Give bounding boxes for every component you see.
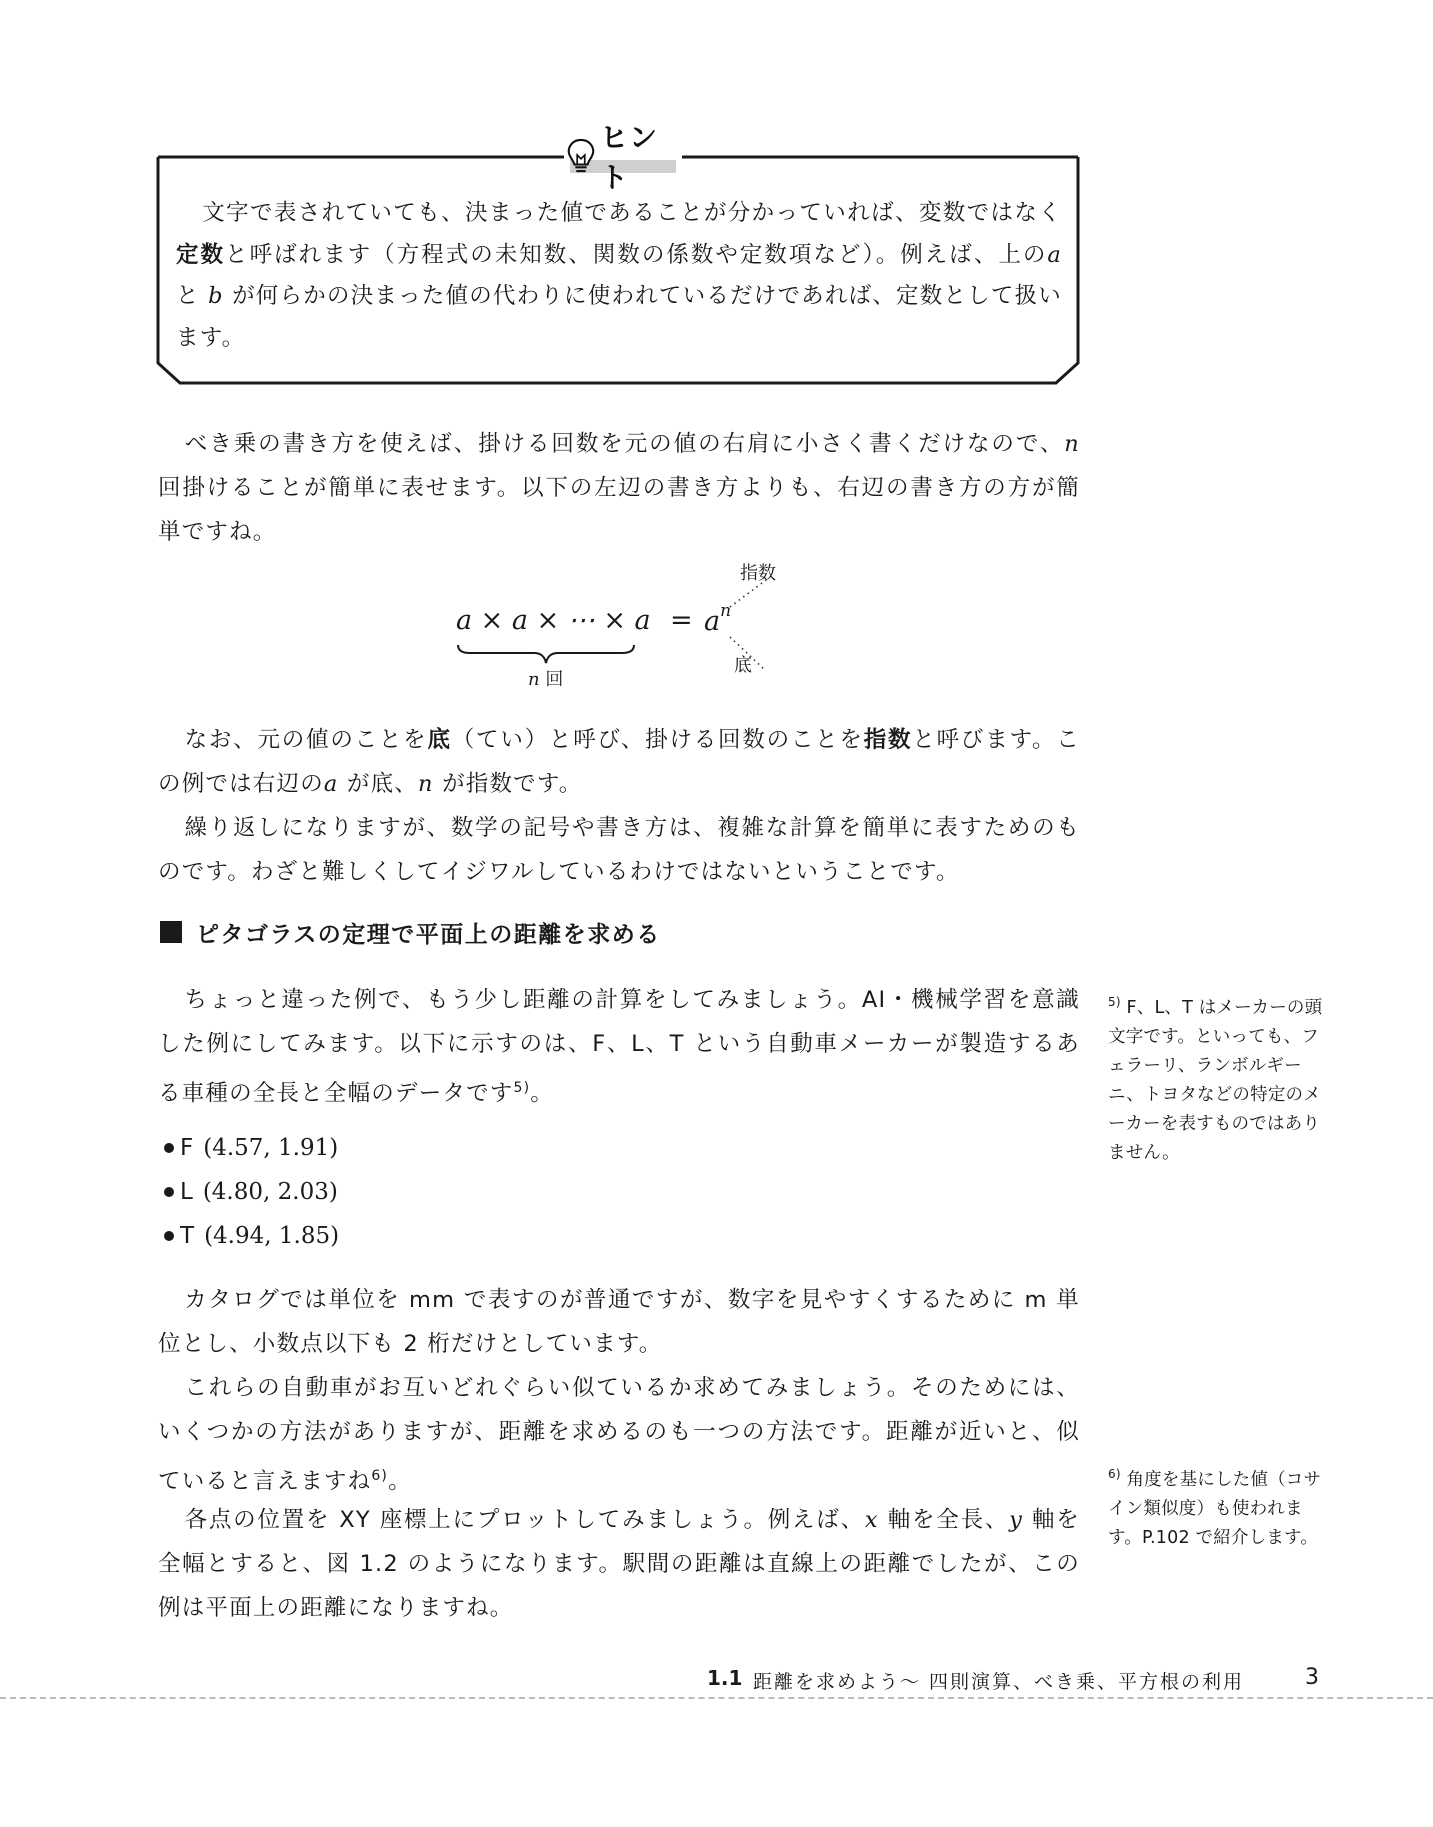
sidenote-6: $^{6)}$ 角度を基にした値（コサイン類似度）も使われます。P.102 で紹介します。 (1108, 1467, 1322, 1548)
hint-label: ヒント (599, 121, 658, 194)
footnote-ref-6: 6) (371, 1468, 389, 1484)
page-footer (0, 1660, 1433, 1700)
sidenote-5: $^{5)}$ F、L、T はメーカーの頭文字です。といっても、フェラーリ、ランボルギーニ、トヨタなどの特定のメーカーを表すものではありません。 (1108, 995, 1323, 1163)
base-label: 底 (734, 655, 752, 676)
paragraph-similarity: これらの自動車がお互いどれぐらい似ているか求めてみましょう。そのためには、いくつかの方法がありますが、距離を求めるのも一つの方法です。距離が近いと、似ていると言えますね$^{6)}$。 (158, 1375, 1080, 1495)
section-heading (160, 915, 661, 949)
list-item: T (4.94, 1.85) (164, 1214, 339, 1258)
term-exponent: 指数 (863, 727, 913, 753)
hint-box (156, 121, 1082, 386)
bullet-dot-icon (164, 1187, 174, 1197)
list-item: L (4.80, 2.03) (164, 1170, 339, 1214)
power-formula (440, 563, 860, 690)
car-data-list (164, 1126, 339, 1258)
underbrace (456, 643, 636, 665)
bullet-dot-icon (164, 1231, 174, 1241)
hint-title (564, 121, 682, 194)
list-item: F (4.57, 1.91) (164, 1126, 339, 1170)
formula-equals: = (670, 605, 693, 636)
section-heading-text: ピタゴラスの定理で平面上の距離を求める (196, 921, 661, 948)
paragraph-plot: 各点の位置を XY 座標上にプロットしてみましょう。例えば、x 軸を全長、y 軸を全幅とすると、図 1.2 のようになります。駅間の距離は直線上の距離でしたが、この例は平面上の距離になりますね。 (158, 1507, 1080, 1621)
footnote-ref-5: 5) (513, 1080, 531, 1096)
term-constant: 定数 (176, 241, 226, 268)
exponent-label: 指数 (740, 563, 776, 584)
square-bullet-icon (160, 921, 182, 943)
footer-dashed-rule (0, 1697, 1433, 1699)
paragraph-power-notation: べき乗の書き方を使えば、掛ける回数を元の値の右肩に小さく書くだけなので、n 回掛けることが簡単に表せます。以下の左辺の書き方よりも、右辺の書き方の方が簡単ですね。 (158, 431, 1080, 545)
paragraph-notation-purpose: 繰り返しになりますが、数学の記号や書き方は、複雑な計算を簡単に表すためのものです。わざと難しくしてイジワルしているわけではないということです。 (158, 815, 1080, 885)
hint-text: 文字で表されていても、決まった値であることが分かっていれば、変数ではなく定数と呼ばれます（方程式の未知数、関数の係数や定数項など）。例えば、上のa と b が何らかの決まった値の代わりに使われているだけであれば、定数として扱います。 (176, 200, 1062, 351)
page-number: 3 (1305, 1665, 1319, 1690)
bullet-dot-icon (164, 1143, 174, 1153)
lightbulb-icon (564, 135, 598, 177)
paragraph-car-data: ちょっと違った例で、もう少し距離の計算をしてみましょう。AI・機械学習を意識した例にしてみます。以下に示すのは、F、L、T という自動車メーカーが製造するある車種の全長と全幅のデータです$^{5)}$。 (158, 987, 1080, 1107)
paragraph-base-exponent: なお、元の値のことを底（てい）と呼び、掛ける回数のことを指数と呼びます。この例では右辺のa が底、n が指数です。 (158, 727, 1080, 797)
footer-section-title: 距離を求めよう～ 四則演算、べき乗、平方根の利用 (753, 1671, 1245, 1693)
brace-label: n 回 (528, 669, 564, 690)
formula-exponent: n (720, 601, 732, 621)
footer-section-number: 1.1 (707, 1666, 743, 1690)
formula-rhs: $a^n$ (704, 601, 732, 637)
formula-lhs: a × a × ⋯ × a (456, 605, 651, 636)
term-base: 底 (427, 727, 452, 753)
paragraph-units: カタログでは単位を mm で表すのが普通ですが、数字を見やすくするために m 単位とし、小数点以下も 2 桁だけとしています。 (158, 1287, 1080, 1357)
